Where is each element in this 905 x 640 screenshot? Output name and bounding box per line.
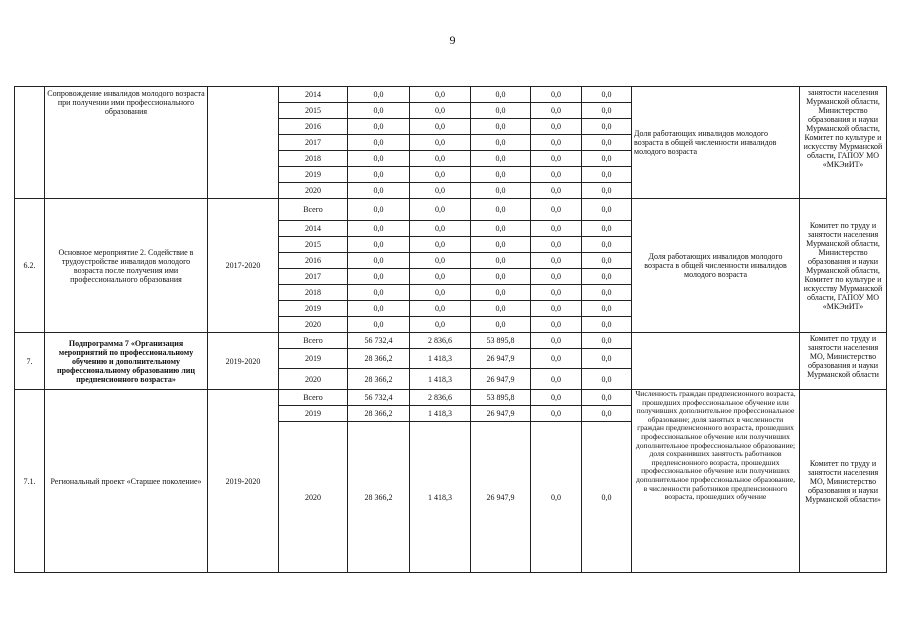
cell: 0,0 bbox=[531, 87, 582, 103]
sec-d-name: Региональный проект «Старшее поколение» bbox=[45, 390, 208, 573]
sec-b-year: 2017 bbox=[279, 269, 348, 285]
cell: 26 947,9 bbox=[471, 406, 531, 422]
sec-b-period: 2017-2020 bbox=[208, 199, 279, 333]
cell: 53 895,8 bbox=[471, 333, 531, 349]
cell: 0,0 bbox=[582, 237, 632, 253]
cell: 56 732,4 bbox=[348, 390, 410, 406]
cell: 0,0 bbox=[410, 317, 471, 333]
cell: 0,0 bbox=[531, 119, 582, 135]
cell: 26 947,9 bbox=[471, 369, 531, 390]
sec-c-year: 2019 bbox=[279, 349, 348, 369]
cell: 0,0 bbox=[471, 221, 531, 237]
sec-d-year: 2020 bbox=[279, 422, 348, 573]
cell: 53 895,8 bbox=[471, 390, 531, 406]
cell: 0,0 bbox=[410, 237, 471, 253]
cell: 0,0 bbox=[582, 390, 632, 406]
cell: 0,0 bbox=[348, 199, 410, 221]
cell: 0,0 bbox=[471, 135, 531, 151]
cell: 28 366,2 bbox=[348, 349, 410, 369]
sec-a-year: 2020 bbox=[279, 183, 348, 199]
cell: 0,0 bbox=[582, 301, 632, 317]
cell: 0,0 bbox=[410, 301, 471, 317]
page-number: 9 bbox=[449, 33, 456, 47]
cell: 0,0 bbox=[582, 151, 632, 167]
cell: 0,0 bbox=[531, 317, 582, 333]
cell: 0,0 bbox=[531, 103, 582, 119]
sec-a-year: 2017 bbox=[279, 135, 348, 151]
cell: 0,0 bbox=[582, 317, 632, 333]
cell: 2 836,6 bbox=[410, 333, 471, 349]
sec-b-year: 2014 bbox=[279, 221, 348, 237]
sec-a-name: Сопровождение инвалидов молодого возраста при получении ими профессионального образования bbox=[45, 87, 208, 199]
cell: 0,0 bbox=[410, 269, 471, 285]
sec-b-year: Всего bbox=[279, 199, 348, 221]
sec-d-year: Всего bbox=[279, 390, 348, 406]
cell: 0,0 bbox=[531, 253, 582, 269]
cell: 0,0 bbox=[531, 285, 582, 301]
cell: 0,0 bbox=[410, 167, 471, 183]
cell: 0,0 bbox=[348, 301, 410, 317]
cell: 0,0 bbox=[531, 199, 582, 221]
cell: 0,0 bbox=[582, 183, 632, 199]
cell: 0,0 bbox=[348, 151, 410, 167]
sec-b-indicator: Доля работающих инвалидов молодого возраста в общей численности инвалидов молодого возраста bbox=[632, 199, 800, 333]
sec-d-period: 2019-2020 bbox=[208, 390, 279, 573]
cell: 0,0 bbox=[348, 237, 410, 253]
sec-a-period bbox=[208, 87, 279, 199]
cell: 1 418,3 bbox=[410, 349, 471, 369]
cell: 28 366,2 bbox=[348, 422, 410, 573]
cell: 0,0 bbox=[471, 301, 531, 317]
cell: 0,0 bbox=[531, 349, 582, 369]
cell: 0,0 bbox=[531, 151, 582, 167]
cell: 0,0 bbox=[410, 285, 471, 301]
sec-a-year: 2019 bbox=[279, 167, 348, 183]
cell: 0,0 bbox=[531, 183, 582, 199]
sec-c-executor: Комитет по труду и занятости населения МО, Министерство образования и науки Мурманской области bbox=[800, 333, 887, 390]
cell: 0,0 bbox=[531, 422, 582, 573]
sec-b-num: 6.2. bbox=[15, 199, 45, 333]
sec-d-row-0 bbox=[15, 390, 887, 406]
sec-a-executor: занятости населения Мурманской области, Министерство образования и науки Мурманской области, Комитет по культуре и искусству Мурманской области, ГАПОУ МО «МКЭиИТ» bbox=[800, 87, 887, 199]
cell: 0,0 bbox=[582, 406, 632, 422]
sec-b-year: 2016 bbox=[279, 253, 348, 269]
sec-d-num: 7.1. bbox=[15, 390, 45, 573]
cell: 0,0 bbox=[531, 406, 582, 422]
program-table bbox=[14, 86, 887, 573]
cell: 0,0 bbox=[582, 422, 632, 573]
cell: 0,0 bbox=[471, 167, 531, 183]
cell: 1 418,3 bbox=[410, 369, 471, 390]
sec-a-year: 2018 bbox=[279, 151, 348, 167]
sec-a-year: 2014 bbox=[279, 87, 348, 103]
cell: 0,0 bbox=[410, 253, 471, 269]
cell: 0,0 bbox=[410, 87, 471, 103]
sec-c-num: 7. bbox=[15, 333, 45, 390]
cell: 0,0 bbox=[348, 285, 410, 301]
cell: 26 947,9 bbox=[471, 422, 531, 573]
sec-b-year: 2019 bbox=[279, 301, 348, 317]
sec-c-name: Подпрограмма 7 «Организация мероприятий по профессиональному обучению и дополнительному профессиональному образованию лиц предпенсионного возраста» bbox=[45, 333, 208, 390]
sec-c-row-0 bbox=[15, 333, 887, 349]
sec-c-indicator bbox=[632, 333, 800, 390]
cell: 0,0 bbox=[582, 333, 632, 349]
sec-c-year: Всего bbox=[279, 333, 348, 349]
cell: 0,0 bbox=[410, 103, 471, 119]
sec-b-year: 2018 bbox=[279, 285, 348, 301]
cell: 0,0 bbox=[348, 103, 410, 119]
cell: 0,0 bbox=[582, 269, 632, 285]
sec-b-executor: Комитет по труду и занятости населения Мурманской области, Министерство образования и науки Мурманской области, Комитет по культуре и искусству Мурманской области, ГАПОУ МО «МКЭиИТ» bbox=[800, 199, 887, 333]
sec-b-name: Основное мероприятие 2. Содействие в трудоустройстве инвалидов молодого возраста после получения ими профессионального образования bbox=[45, 199, 208, 333]
sec-d-executor: Комитет по труду и занятости населения МО, Министерство образования и науки Мурманской области» bbox=[800, 390, 887, 573]
cell: 0,0 bbox=[348, 269, 410, 285]
cell: 1 418,3 bbox=[410, 406, 471, 422]
cell: 0,0 bbox=[471, 269, 531, 285]
cell: 0,0 bbox=[531, 333, 582, 349]
cell: 0,0 bbox=[471, 285, 531, 301]
cell: 0,0 bbox=[471, 151, 531, 167]
cell: 0,0 bbox=[471, 237, 531, 253]
cell: 0,0 bbox=[582, 369, 632, 390]
cell: 0,0 bbox=[348, 167, 410, 183]
cell: 0,0 bbox=[348, 317, 410, 333]
cell: 0,0 bbox=[410, 119, 471, 135]
cell: 0,0 bbox=[410, 199, 471, 221]
cell: 0,0 bbox=[582, 285, 632, 301]
sec-a-row-0 bbox=[15, 87, 887, 103]
sec-a-num bbox=[15, 87, 45, 199]
cell: 0,0 bbox=[348, 183, 410, 199]
cell: 0,0 bbox=[582, 167, 632, 183]
cell: 0,0 bbox=[582, 253, 632, 269]
sec-c-year: 2020 bbox=[279, 369, 348, 390]
cell: 0,0 bbox=[582, 103, 632, 119]
cell: 0,0 bbox=[531, 135, 582, 151]
cell: 0,0 bbox=[348, 135, 410, 151]
cell: 0,0 bbox=[410, 151, 471, 167]
cell: 0,0 bbox=[348, 119, 410, 135]
cell: 0,0 bbox=[531, 269, 582, 285]
cell: 0,0 bbox=[410, 221, 471, 237]
cell: 0,0 bbox=[471, 199, 531, 221]
cell: 0,0 bbox=[531, 390, 582, 406]
cell: 0,0 bbox=[531, 301, 582, 317]
sec-b-year: 2015 bbox=[279, 237, 348, 253]
cell: 1 418,3 bbox=[410, 422, 471, 573]
cell: 0,0 bbox=[410, 183, 471, 199]
cell: 0,0 bbox=[348, 87, 410, 103]
cell: 0,0 bbox=[471, 119, 531, 135]
cell: 0,0 bbox=[582, 221, 632, 237]
cell: 0,0 bbox=[348, 253, 410, 269]
cell: 0,0 bbox=[348, 221, 410, 237]
cell: 0,0 bbox=[582, 349, 632, 369]
cell: 0,0 bbox=[531, 221, 582, 237]
cell: 0,0 bbox=[531, 237, 582, 253]
cell: 0,0 bbox=[531, 369, 582, 390]
cell: 0,0 bbox=[582, 87, 632, 103]
sec-a-year: 2015 bbox=[279, 103, 348, 119]
cell: 28 366,2 bbox=[348, 406, 410, 422]
sec-d-year: 2019 bbox=[279, 406, 348, 422]
cell: 0,0 bbox=[471, 183, 531, 199]
cell: 56 732,4 bbox=[348, 333, 410, 349]
cell: 2 836,6 bbox=[410, 390, 471, 406]
sec-d-indicator: Численность граждан предпенсионного возраста, прошедших профессиональное обучение или получивших дополнительное профессиональное образование; доля занятых в численности граждан предпенсионного возраста, прошедших профессиональное обучение или получивших дополнительное профессиональное образование; доля сохранивших занятость работников предпенсионного возраста, прошедших профессиональное обучение или получивших дополнительное профессиональное образование, в численности работников предпенсионного возраста, прошедших обучение bbox=[632, 390, 800, 573]
sec-b-year: 2020 bbox=[279, 317, 348, 333]
cell: 0,0 bbox=[471, 253, 531, 269]
cell: 0,0 bbox=[471, 87, 531, 103]
sec-c-period: 2019-2020 bbox=[208, 333, 279, 390]
cell: 28 366,2 bbox=[348, 369, 410, 390]
cell: 0,0 bbox=[410, 135, 471, 151]
cell: 0,0 bbox=[582, 119, 632, 135]
sec-a-year: 2016 bbox=[279, 119, 348, 135]
sec-a-indicator: Доля работающих инвалидов молодого возраста в общей численности инвалидов молодого возраста bbox=[632, 87, 800, 199]
cell: 0,0 bbox=[471, 103, 531, 119]
cell: 0,0 bbox=[582, 135, 632, 151]
cell: 0,0 bbox=[471, 317, 531, 333]
cell: 0,0 bbox=[531, 167, 582, 183]
cell: 26 947,9 bbox=[471, 349, 531, 369]
cell: 0,0 bbox=[582, 199, 632, 221]
sec-b-row-0 bbox=[15, 199, 887, 221]
